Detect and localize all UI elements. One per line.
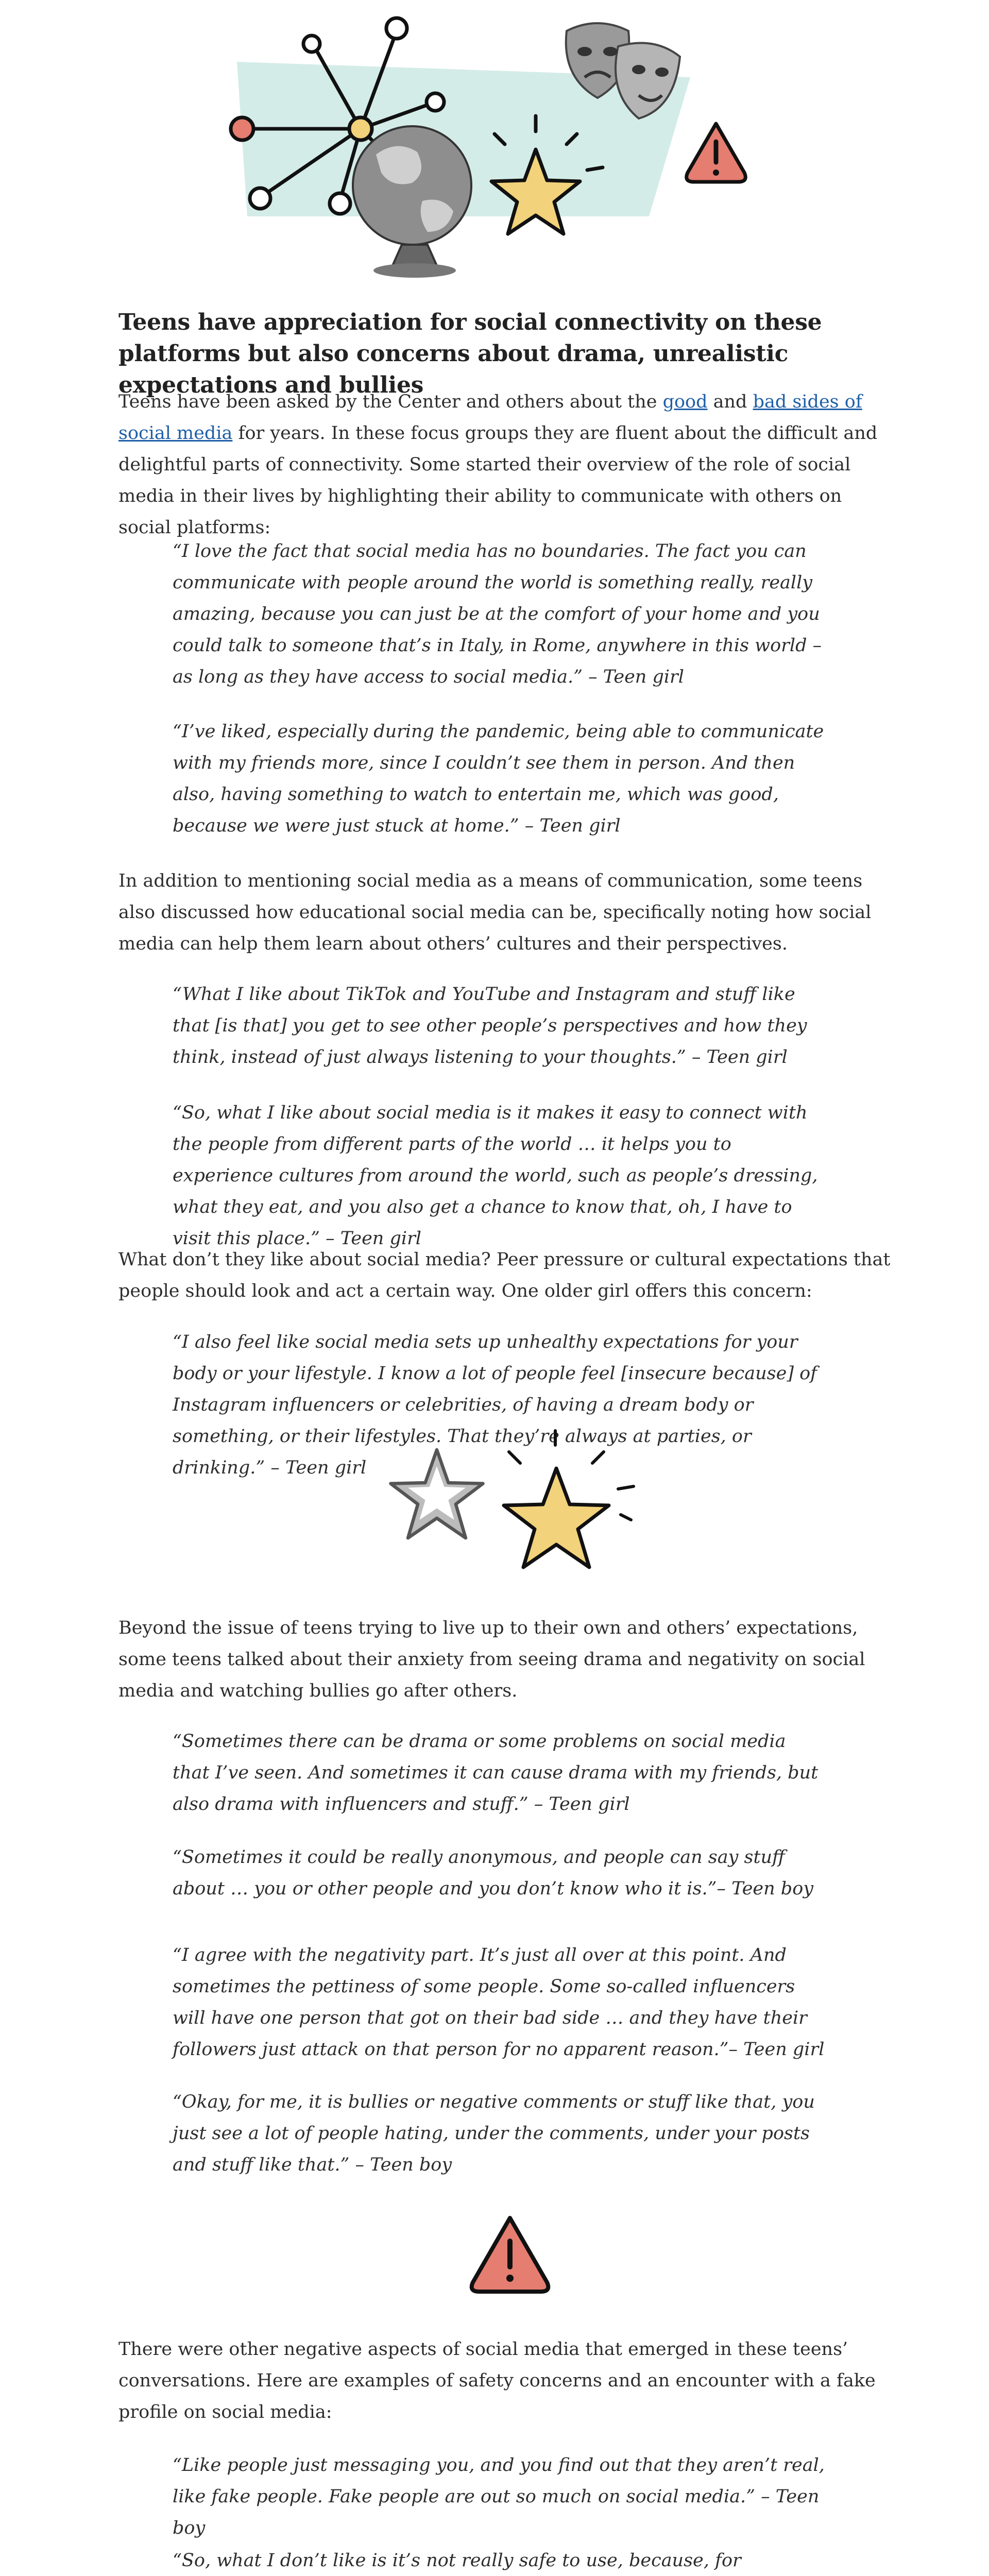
paragraph-dislikes: What don’t they like about social media? Peer pressure or cultural expectations that people should look and act a certain way. One older girl offers this concern: (118, 1249, 891, 1301)
alert-icon (687, 124, 746, 182)
header-illustration-connectivity (227, 0, 768, 289)
quote-fake-people: “Like people just messaging you, and you find out that they aren’t real, like fake people. Fake people are out so much on social media.” – Teen boy (173, 2455, 825, 2538)
quote-drama-influencers: “Sometimes there can be drama or some problems on social media that I’ve seen. And sometimes it can cause drama with my friends, but also drama with influencers and stuff.” – Teen girl (173, 1731, 819, 1815)
paragraph-safety: There were other negative aspects of social media that emerged in these teens’ conversations. Here are examples of safety concerns and an encounter with a fake profile on social media: (118, 2339, 876, 2422)
paragraph-educational: In addition to mentioning social media as a means of communication, some teens also discussed how educational social media can be, specifically noting how social media can help them learn about others’ cultures and their perspectives. (118, 871, 872, 954)
intro-text-end: for years. In these focus groups they are fluent about the difficult and delightful parts of connectivity. Some started their overview of the role of social media in their lives by highlighting their ability to communicate with others on social platforms: (118, 423, 878, 538)
alert-warning-icon (472, 2218, 549, 2292)
quote-cultures: “So, what I like about social media is it makes it easy to connect with the people from different parts of the world … it helps you to experience cultures from around the world, such as people’s dressing, what they eat, and you also get a chance to know that, oh, I have to visit this place.” – Teen girl (173, 1103, 818, 1249)
yellow-star-icon (504, 1431, 634, 1567)
intro-text-start: Teens have been asked by the Center and others about the (118, 392, 663, 412)
stars-illustration (381, 1427, 639, 1602)
link-good[interactable]: good (662, 392, 708, 412)
intro-text-and: and (707, 392, 753, 412)
alert-illustration (464, 2210, 556, 2298)
metal-star-icon (390, 1450, 483, 1538)
globe-icon (353, 126, 471, 278)
quote-anonymous: “Sometimes it could be really anonymous, and people can say stuff about … you or other people and you don’t know who it is.”– Teen boy (173, 1847, 814, 1899)
section-heading-connectivity: Teens have appreciation for social connectivity on these platforms but also concerns about drama, unrealistic expectations and bullies (118, 309, 822, 398)
quote-bullies: “Okay, for me, it is bullies or negative comments or stuff like that, you just see a lot of people hating, under the comments, under your posts and stuff like that.” – Teen boy (173, 2092, 815, 2175)
quote-perspectives: “What I like about TikTok and YouTube and Instagram and stuff like that [is that] you get to see other people’s perspectives and how they think, instead of just always listening to your thoughts.” – Teen girl (173, 984, 807, 1067)
quote-unhealthy-expectations: “I also feel like social media sets up unhealthy expectations for your body or your lifestyle. I know a lot of people feel [insecure because] of Instagram influencers or celebrities, of having a dream body or something, or their lifestyles. That they’re always at parties, or drinking.” – Teen girl (173, 1332, 817, 1478)
quote-no-boundaries: “I love the fact that social media has no boundaries. The fact you can communicate with people around the world is something really, really amazing, because you can just be at the comfort of your home and you could talk to someone that’s in Italy, in Rome, anywhere in this world – as long as they have access to social media.” – Teen girl (173, 541, 822, 687)
paragraph-drama: Beyond the issue of teens trying to live up to their own and others’ expectations, some teens talked about their anxiety from seeing drama and negativity on social media and watching bullies go after others. (118, 1618, 865, 1701)
quote-not-safe: “So, what I don’t like is it’s not really safe to use, because, for (173, 2550, 741, 2571)
quote-pandemic: “I’ve liked, especially during the pandemic, being able to communicate with my friends more, since I couldn’t see them in person. And then also, having something to watch to entertain me, which was good, because we were just stuck at home.” – Teen girl (173, 721, 824, 836)
intro-paragraph (118, 386, 891, 544)
quote-negativity: “I agree with the negativity part. It’s just all over at this point. And sometimes the pettiness of some people. Some so-called influencers will have one person that got on their bad side … and they have their followers just attack on that person for no apparent reason.”– Teen girl (173, 1945, 825, 2060)
link-bad-sides-of-social-media[interactable]: bad sides of social media (118, 392, 862, 444)
